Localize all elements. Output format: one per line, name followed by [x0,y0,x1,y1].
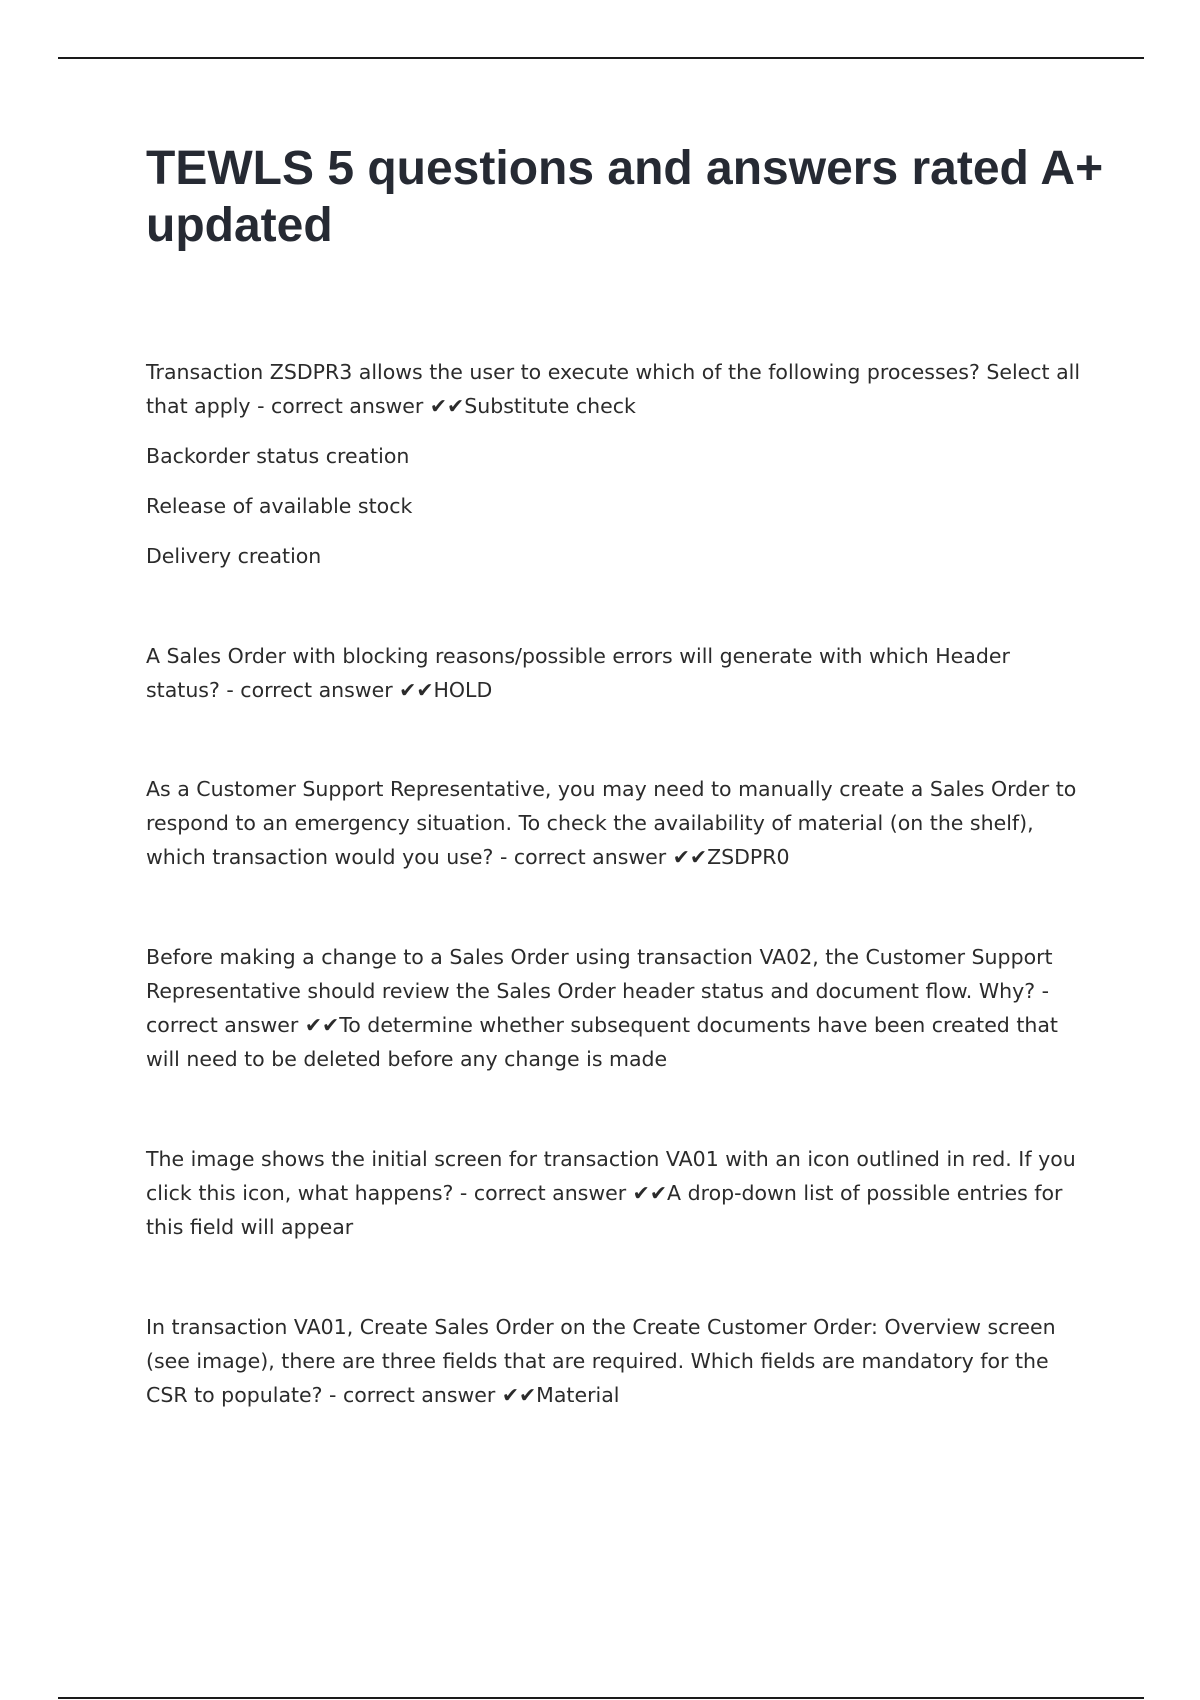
answer-option: Release of available stock [146,494,413,518]
question-text: Transaction ZSDPR3 allows the user to execute which of the following processes? Select all that apply - correct answer ✔✔Substitute check [146,360,1081,418]
question-text: In transaction VA01, Create Sales Order on the Create Customer Order: Overview screen (see image), there are three fields that are required. Which fields are mandatory for the CSR to populate? - correct answer ✔✔Material [146,1315,1056,1407]
top-divider [58,57,1144,59]
question-block [146,639,1086,707]
bottom-divider [58,1697,1144,1699]
question-block [146,940,1086,1076]
question-block [146,355,1086,573]
question-block [146,1142,1086,1244]
answer-option: Delivery creation [146,544,322,568]
question-text: The image shows the initial screen for transaction VA01 with an icon outlined in red. If you click this icon, what happens? - correct answer ✔✔A drop-down list of possible entries for this field will appear [146,1147,1076,1239]
question-text: Before making a change to a Sales Order using transaction VA02, the Customer Support Representative should review the Sales Order header status and document flow. Why? - correct answer ✔✔To determine whether subsequent documents have been created that will need to be deleted before any change is made [146,945,1058,1071]
question-block [146,1310,1086,1412]
document-title: TEWLS 5 questions and answers rated A+ updated [146,142,1104,252]
question-block [146,772,1086,874]
question-text: A Sales Order with blocking reasons/possible errors will generate with which Header status? - correct answer ✔✔HOLD [146,644,1010,702]
question-text: As a Customer Support Representative, you may need to manually create a Sales Order to respond to an emergency situation. To check the availability of material (on the shelf), which transaction would you use? - correct answer ✔✔ZSDPR0 [146,777,1077,869]
answer-option: Backorder status creation [146,444,410,468]
